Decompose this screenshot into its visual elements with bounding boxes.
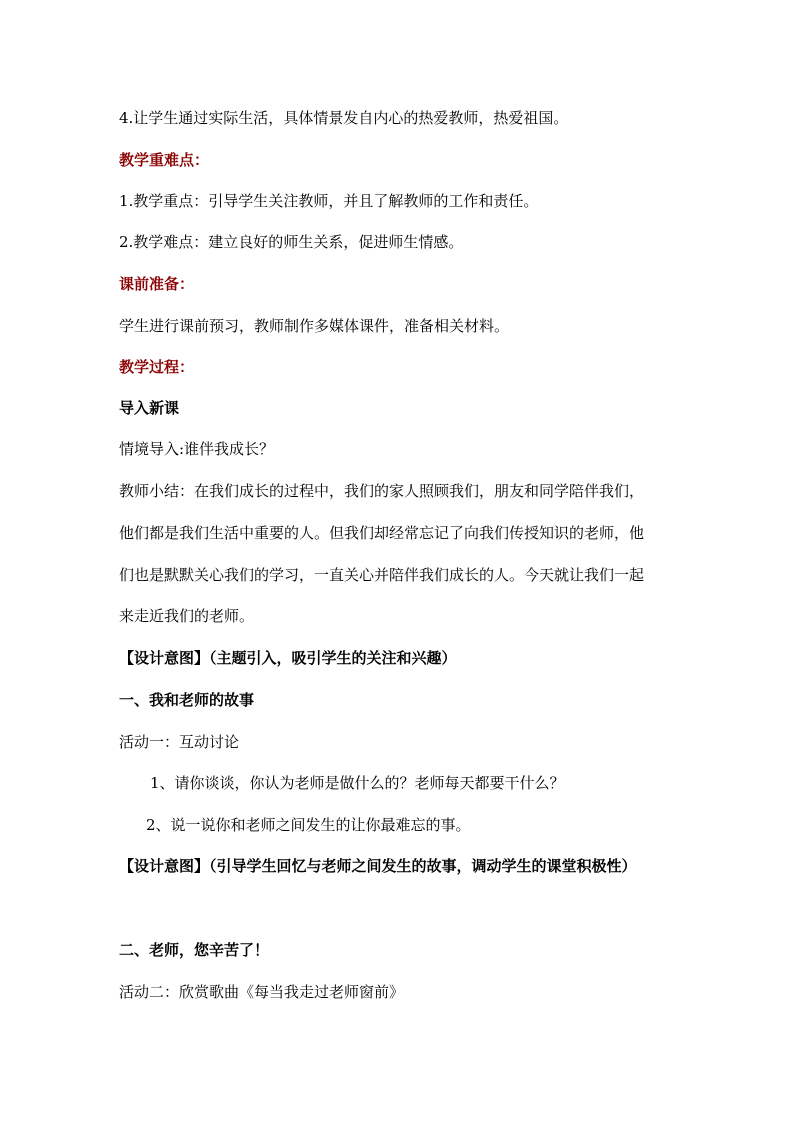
activity-one-item-2: 2、说一说你和老师之间发生的让你最难忘的事。 [146, 816, 471, 834]
heading-teaching-process: 教学过程： [119, 358, 195, 376]
design-intent-2: 【设计意图】（引导学生回忆与老师之间发生的故事，调动学生的课堂积极性） [119, 857, 637, 875]
summary-line-2: 他们都是我们生活中重要的人。但我们却经常忘记了向我们传授知识的老师，他 [119, 524, 645, 542]
summary-line-3: 们也是默默关心我们的学习，一直关心并陪伴我们成长的人。今天就让我们一起 [119, 566, 645, 584]
objective-4: 4.让学生通过实际生活，具体情景发自内心的热爱教师，热爱祖国。 [119, 109, 569, 127]
section-two-heading: 二、老师，您辛苦了！ [119, 941, 270, 959]
heading-preparation: 课前准备： [119, 275, 195, 293]
difficult-point: 2.教学难点：建立良好的师生关系，促进师生情感。 [119, 233, 464, 251]
summary-line-1: 教师小结：在我们成长的过程中，我们的家人照顾我们，朋友和同学陪伴我们， [119, 482, 645, 500]
activity-one: 活动一：互动讨论 [119, 733, 240, 751]
design-intent-1: 【设计意图】（主题引入，吸引学生的关注和兴趣） [119, 649, 457, 667]
heading-key-difficult-points: 教学重难点： [119, 151, 210, 169]
key-point: 1.教学重点：引导学生关注教师，并且了解教师的工作和责任。 [119, 192, 539, 210]
section-one-heading: 一、我和老师的故事 [119, 691, 255, 709]
summary-line-4: 来走近我们的老师。 [119, 607, 255, 625]
preparation-text: 学生进行课前预习，教师制作多媒体课件，准备相关材料。 [119, 317, 510, 335]
activity-two: 活动二：欣赏歌曲《每当我走过老师窗前》 [119, 983, 405, 1001]
scenario-intro: 情境导入:谁伴我成长？ [119, 440, 275, 458]
subheading-introduction: 导入新课 [119, 399, 180, 417]
activity-one-item-1: 1、请你谈谈，你认为老师是做什么的？老师每天都要干什么？ [150, 774, 565, 792]
